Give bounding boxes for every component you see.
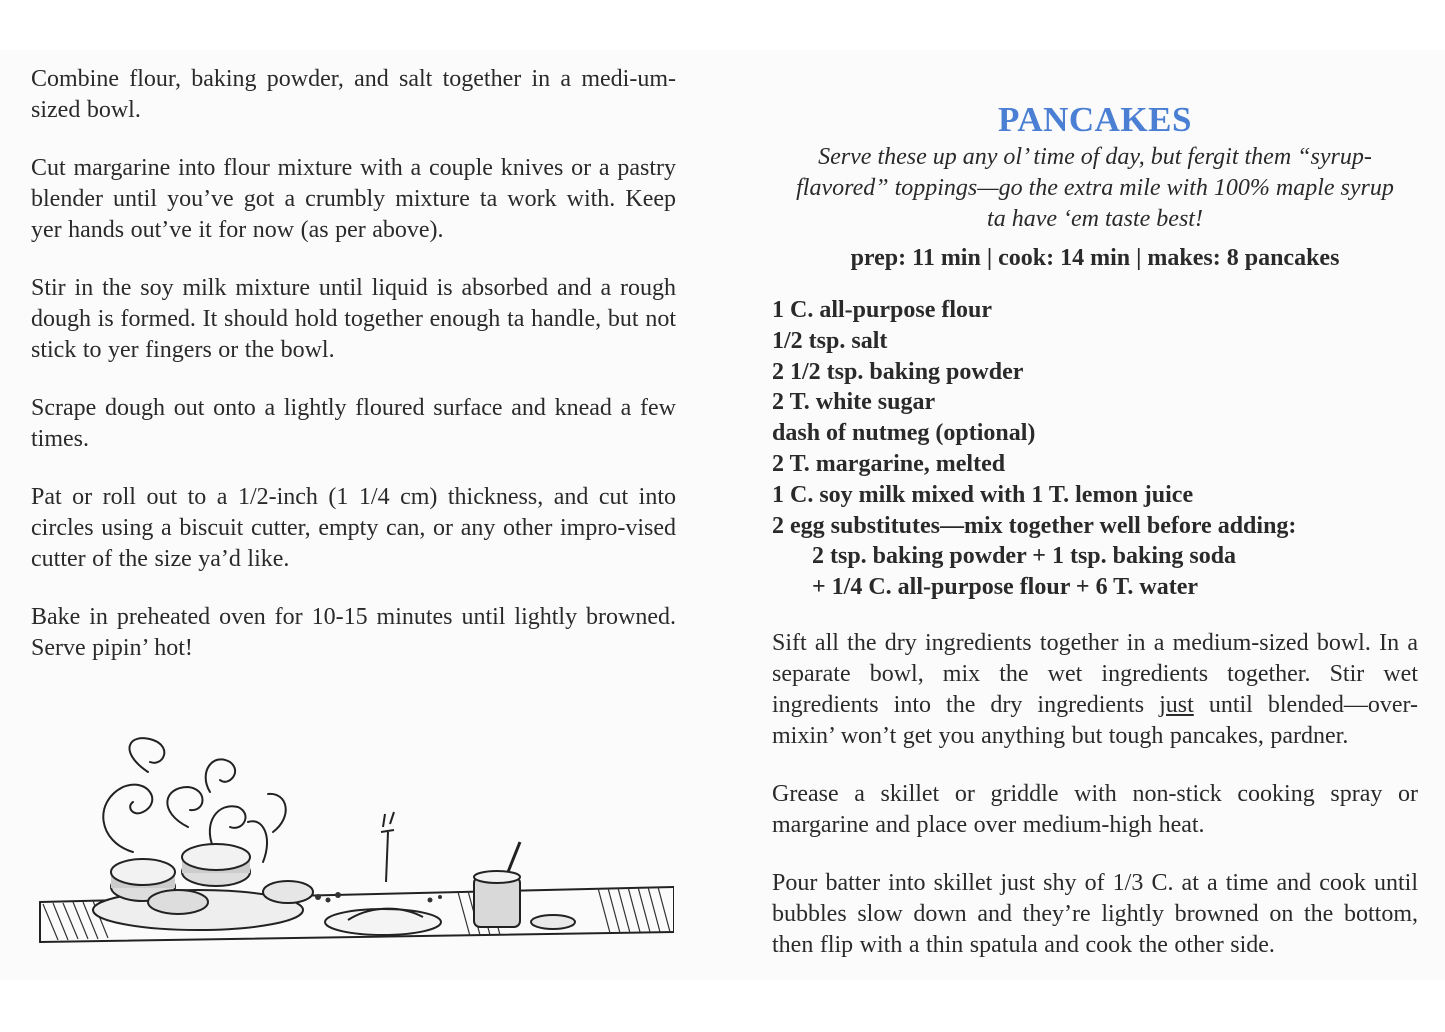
instruction-stir-soy-milk: Stir in the soy milk mixture until liquid is absorbed and a rough dough is formed. It should hold together enough ta handle, but not stick to yer fingers or the bowl. <box>31 275 676 363</box>
ingredient-item: dash of nutmeg (optional) <box>772 420 1036 447</box>
ingredient-item: 2 T. white sugar <box>772 389 936 416</box>
instruction-combine: Combine flour, baking powder, and salt together in a medi-um-sized bowl. <box>31 66 676 123</box>
ingredient-item: 1 C. all-purpose flour <box>772 297 993 323</box>
ingredient-item: 2 egg substitutes—mix together well before adding: <box>772 512 1297 539</box>
step-sift <box>772 628 1418 752</box>
step-sift-text-a: Sift all the dry ingredients together in a medium-sized bowl. In a separate bowl, mix the wet ingredients together. Stir wet ingredients into the dry ingredients <box>772 629 1418 718</box>
left-page <box>31 64 676 691</box>
sub-ingredient-item: 2 tsp. baking powder + 1 tsp. baking soda <box>812 543 1237 570</box>
biscuits-illustration <box>38 732 674 950</box>
step-sift-text-b: until blended—over-mixin’ won’t get you anything but tough pancakes, pardner. <box>772 691 1418 749</box>
step-sift-emphasis: just <box>1159 691 1194 718</box>
instruction-cut-margarine: Cut margarine into flour mixture with a couple knives or a pastry blender until you’ve got a crumbly mixture ta work with. Keep yer hands out’ve it for now (as per above). <box>31 155 676 243</box>
recipe-title: PANCAKES <box>998 100 1192 139</box>
ingredient-item: 1/2 tsp. salt <box>772 327 888 354</box>
recipe-meta: prep: 11 min | cook: 14 min | makes: 8 pancakes <box>850 245 1340 271</box>
ingredients-list <box>772 295 1418 603</box>
instruction-bake: Bake in preheated oven for 10-15 minutes until lightly browned. Serve pipin’ hot! <box>31 604 676 661</box>
step-grease: Grease a skillet or griddle with non-stick cooking spray or margarine and place over medium-high heat. <box>772 780 1418 838</box>
ingredient-item: 1 C. soy milk mixed with 1 T. lemon juice <box>772 481 1194 508</box>
ingredient-item: 2 T. margarine, melted <box>772 450 1006 477</box>
instruction-knead: Scrape dough out onto a lightly floured surface and knead a few times. <box>31 395 676 452</box>
sub-ingredient-item: + 1/4 C. all-purpose flour + 6 T. water <box>812 574 1199 601</box>
recipe-subtitle: Serve these up any ol’ time of day, but fergit them “syrup-flavored” toppings—go the extra mile with 100% maple syrup ta have ‘em taste best! <box>796 144 1394 232</box>
instruction-roll-out: Pat or roll out to a 1/2-inch (1 1/4 cm) thickness, and cut into circles using a biscuit cutter, empty can, or any other impro-vised cutter of the size ya’d like. <box>31 484 676 572</box>
right-page <box>772 100 1418 988</box>
ingredient-item: 2 1/2 tsp. baking powder <box>772 358 1024 385</box>
step-pour: Pour batter into skillet just shy of 1/3 C. at a time and cook until bubbles slow down and they’re lightly browned on the bottom, then flip with a thin spatula and cook the other side. <box>772 869 1418 958</box>
